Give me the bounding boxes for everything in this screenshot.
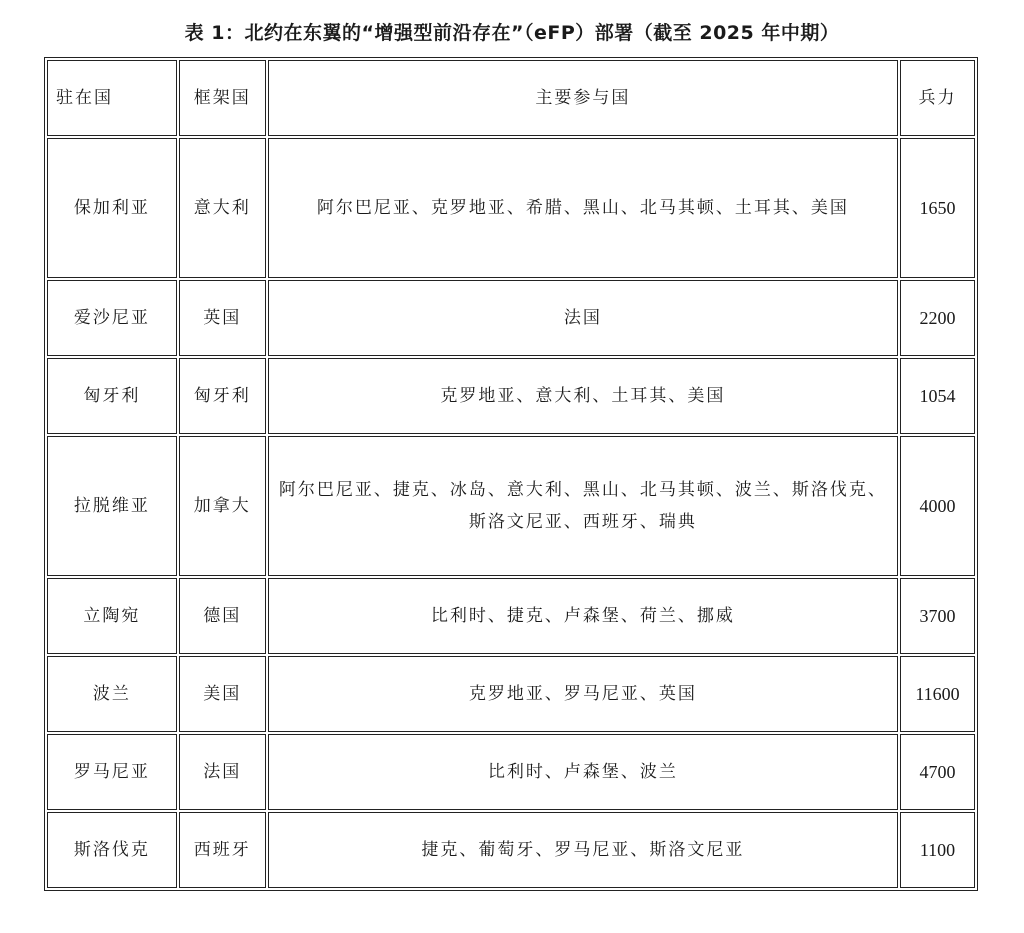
host-country: 斯洛伐克 xyxy=(47,812,177,888)
header-troops: 兵力 xyxy=(900,60,975,136)
framework-nation: 英国 xyxy=(179,280,266,356)
troop-count: 4000 xyxy=(900,436,975,576)
table-row xyxy=(47,280,975,356)
participating-nations: 法国 xyxy=(268,280,898,356)
framework-nation: 德国 xyxy=(179,578,266,654)
framework-nation: 匈牙利 xyxy=(179,358,266,434)
troop-count: 2200 xyxy=(900,280,975,356)
framework-nation: 法国 xyxy=(179,734,266,810)
table-row xyxy=(47,812,975,888)
troop-count: 1650 xyxy=(900,138,975,278)
header-framework: 框架国 xyxy=(179,60,266,136)
host-country: 保加利亚 xyxy=(47,138,177,278)
framework-nation: 意大利 xyxy=(179,138,266,278)
participating-nations: 阿尔巴尼亚、克罗地亚、希腊、黑山、北马其顿、土耳其、美国 xyxy=(268,138,898,278)
host-country: 立陶宛 xyxy=(47,578,177,654)
framework-nation: 美国 xyxy=(179,656,266,732)
host-country: 匈牙利 xyxy=(47,358,177,434)
header-host: 驻在国 xyxy=(47,60,177,136)
header-row xyxy=(47,60,975,136)
participating-nations: 阿尔巴尼亚、捷克、冰岛、意大利、黑山、北马其顿、波兰、斯洛伐克、斯洛文尼亚、西班牙、瑞典 xyxy=(268,436,898,576)
framework-nation: 西班牙 xyxy=(179,812,266,888)
table-title: 表 1：北约在东翼的“增强型前沿存在”（eFP）部署（截至 2025 年中期） xyxy=(184,22,840,44)
table-row xyxy=(47,138,975,278)
troop-count: 1054 xyxy=(900,358,975,434)
table-row xyxy=(47,656,975,732)
troop-count: 4700 xyxy=(900,734,975,810)
participating-nations: 克罗地亚、意大利、土耳其、美国 xyxy=(268,358,898,434)
table-row xyxy=(47,578,975,654)
framework-nation: 加拿大 xyxy=(179,436,266,576)
table-row xyxy=(47,358,975,434)
host-country: 拉脱维亚 xyxy=(47,436,177,576)
participating-nations: 克罗地亚、罗马尼亚、英国 xyxy=(268,656,898,732)
table-row xyxy=(47,436,975,576)
troop-count: 1100 xyxy=(900,812,975,888)
participating-nations: 比利时、捷克、卢森堡、荷兰、挪威 xyxy=(268,578,898,654)
header-members: 主要参与国 xyxy=(268,60,898,136)
participating-nations: 比利时、卢森堡、波兰 xyxy=(268,734,898,810)
efp-deployment-table xyxy=(44,57,978,891)
host-country: 罗马尼亚 xyxy=(47,734,177,810)
table-row xyxy=(47,734,975,810)
troop-count: 11600 xyxy=(900,656,975,732)
host-country: 爱沙尼亚 xyxy=(47,280,177,356)
troop-count: 3700 xyxy=(900,578,975,654)
participating-nations: 捷克、葡萄牙、罗马尼亚、斯洛文尼亚 xyxy=(268,812,898,888)
host-country: 波兰 xyxy=(47,656,177,732)
